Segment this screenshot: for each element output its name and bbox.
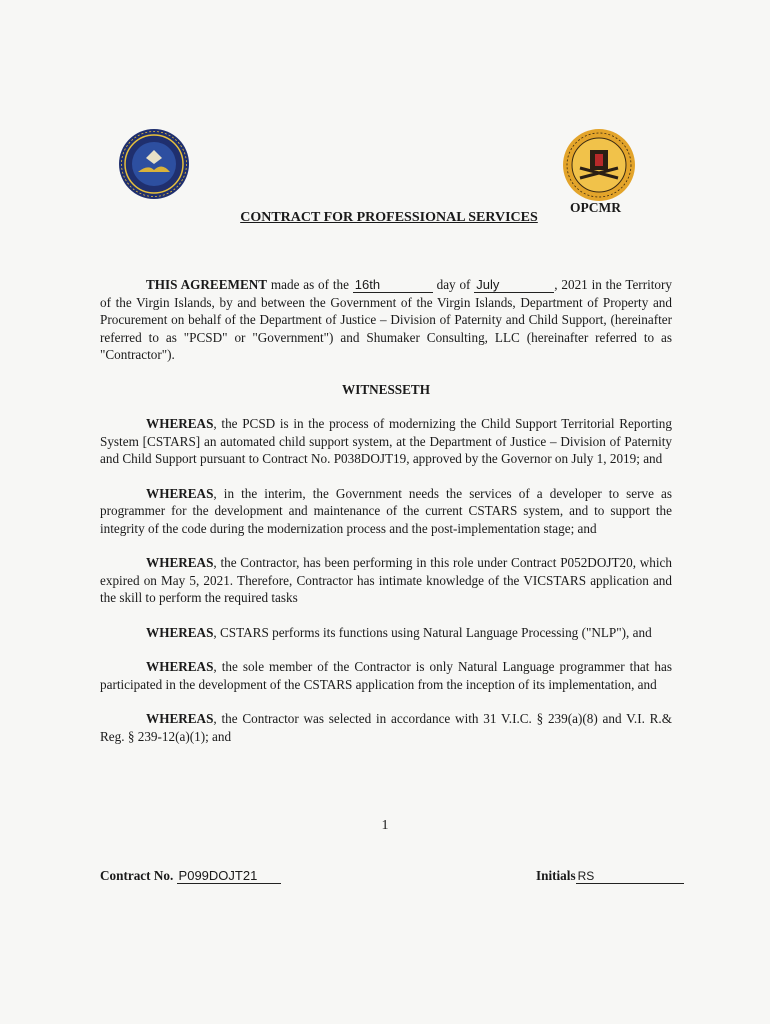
- opcmr-seal-icon: [562, 128, 636, 202]
- whereas-clause-1: WHEREAS, the PCSD is in the process of modernizing the Child Support Territorial Reporting System [CSTARS] an automated child support system, at the Department of Justice – Division of Paternity and Child Support pursuant to Contract No. P038DOJT19, approved by the Governor on July 1, 2019; and: [100, 416, 672, 466]
- page-number: 1: [381, 818, 389, 833]
- document-title: CONTRACT FOR PROFESSIONAL SERVICES: [240, 210, 538, 225]
- day-field: 16th: [353, 278, 433, 293]
- virgin-islands-seal-icon: [118, 128, 190, 200]
- whereas-clause-3: WHEREAS, the Contractor, has been performing in this role under Contract P052DOJT20, which expired on May 5, 2021. Therefore, Contractor has intimate knowledge of the VICSTARS application and the skill to perform the required tasks: [100, 555, 672, 605]
- opcmr-caption: OPCMR: [570, 200, 621, 215]
- agreement-paragraph: THIS AGREEMENT made as of the 16th day of July , 2021 in the Territory of the Virgin Islands, by and between the Government of the Virgin Islands, Department of Property and Procurement on behalf of the Department of Justice – Division of Paternity and Child Support, (hereinafter referred to as "PCSD" or "Government") and Shumaker Consulting, LLC (hereinafter referred to as "Contractor").: [100, 277, 672, 362]
- initials-field: RS: [576, 869, 684, 884]
- document-body: [100, 276, 672, 762]
- witnesseth-heading: WITNESSETH: [342, 381, 430, 397]
- whereas-clause-6: WHEREAS, the Contractor was selected in accordance with 31 V.I.C. § 239(a)(8) and V.I. R.& Reg. § 239-12(a)(1); and: [100, 711, 672, 744]
- whereas-clause-2: WHEREAS, in the interim, the Government needs the services of a developer to serve as programmer for the development and maintenance of the current CSTARS system, and to support the integrity of the code during the modernization process and the post-implementation stage; and: [100, 485, 672, 536]
- whereas-clause-5: WHEREAS, the sole member of the Contractor is only Natural Language programmer that has participated in the development of the CSTARS application from the inception of its implementation, and: [100, 659, 672, 692]
- initials: Initials RS: [536, 868, 684, 884]
- whereas-clause-4: WHEREAS, CSTARS performs its functions using Natural Language Processing ("NLP"), and: [146, 624, 652, 640]
- contract-number: Contract No. P099DOJT21: [100, 868, 281, 884]
- month-field: July: [474, 278, 554, 293]
- contract-number-field: P099DOJT21: [177, 869, 281, 884]
